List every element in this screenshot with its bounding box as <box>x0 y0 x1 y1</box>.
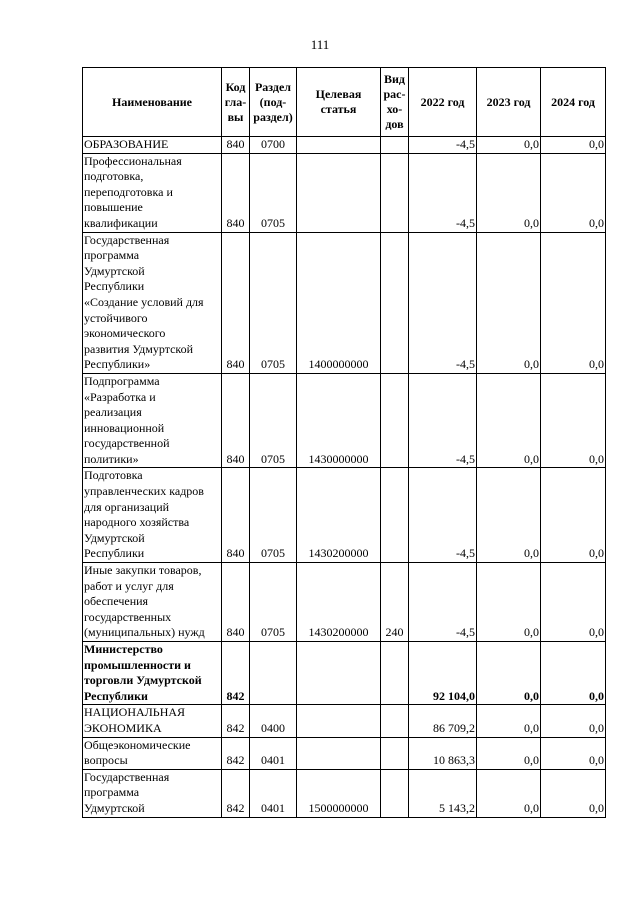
cell-type <box>381 642 409 705</box>
table-row <box>83 705 606 737</box>
cell-section: 0705 <box>250 153 297 232</box>
cell-code: 842 <box>222 705 250 737</box>
cell-type <box>381 232 409 373</box>
cell-name <box>83 769 222 817</box>
cell-name-line: подготовка, <box>84 169 144 184</box>
table-row <box>83 769 606 817</box>
cell-type <box>381 705 409 737</box>
col-header-code: Код гла- вы <box>222 68 250 137</box>
cell-name-line: экономического <box>84 326 166 341</box>
cell-code: 842 <box>222 737 250 769</box>
cell-2024: 0,0 <box>541 642 606 705</box>
cell-name-line: народного хозяйства <box>84 515 190 530</box>
cell-name-line: Республики <box>84 279 145 294</box>
col-header-2024: 2024 год <box>541 68 606 137</box>
cell-type <box>381 769 409 817</box>
cell-2024: 0,0 <box>541 137 606 154</box>
cell-type <box>381 137 409 154</box>
cell-code: 842 <box>222 769 250 817</box>
cell-name-line: Подготовка <box>84 468 143 483</box>
cell-name-line: Республики» <box>84 357 151 372</box>
cell-target <box>297 642 381 705</box>
cell-name-line: торговли Удмуртской <box>84 673 202 688</box>
cell-2022: 92 104,0 <box>409 642 477 705</box>
cell-name-line: повышение <box>84 200 143 215</box>
cell-name <box>83 642 222 705</box>
cell-name <box>83 232 222 373</box>
cell-section: 0700 <box>250 137 297 154</box>
cell-code: 842 <box>222 642 250 705</box>
cell-2024: 0,0 <box>541 769 606 817</box>
cell-type <box>381 153 409 232</box>
cell-target: 1400000000 <box>297 232 381 373</box>
cell-name-line: инновационной <box>84 420 165 435</box>
table-body <box>83 137 606 818</box>
table-row <box>83 468 606 563</box>
cell-2022: -4,5 <box>409 153 477 232</box>
cell-name-line: устойчивого <box>84 310 148 325</box>
col-header-2022: 2022 год <box>409 68 477 137</box>
table-row <box>83 373 606 468</box>
cell-2022: -4,5 <box>409 232 477 373</box>
cell-name-line: НАЦИОНАЛЬНАЯ <box>84 705 186 720</box>
cell-code: 840 <box>222 232 250 373</box>
cell-2024: 0,0 <box>541 705 606 737</box>
cell-2023: 0,0 <box>477 737 541 769</box>
cell-2024: 0,0 <box>541 563 606 642</box>
cell-2023: 0,0 <box>477 137 541 154</box>
cell-target <box>297 737 381 769</box>
cell-2024: 0,0 <box>541 737 606 769</box>
cell-target: 1430200000 <box>297 563 381 642</box>
cell-name <box>83 468 222 563</box>
cell-code: 840 <box>222 153 250 232</box>
cell-2023: 0,0 <box>477 468 541 563</box>
col-header-target: Целевая статья <box>297 68 381 137</box>
cell-name-line: Общеэкономические <box>84 737 191 752</box>
cell-target: 1430200000 <box>297 468 381 563</box>
cell-type <box>381 373 409 468</box>
cell-type <box>381 468 409 563</box>
table-row <box>83 153 606 232</box>
cell-name <box>83 737 222 769</box>
cell-2024: 0,0 <box>541 468 606 563</box>
table-row <box>83 737 606 769</box>
cell-name-line: программа <box>84 785 140 800</box>
cell-name <box>83 373 222 468</box>
cell-2024: 0,0 <box>541 153 606 232</box>
cell-2023: 0,0 <box>477 705 541 737</box>
cell-target: 1500000000 <box>297 769 381 817</box>
cell-name-line: Республики <box>84 688 148 703</box>
cell-target: 1430000000 <box>297 373 381 468</box>
cell-name-line: обеспечения <box>84 594 149 609</box>
col-header-name: Наименование <box>83 68 222 137</box>
cell-code: 840 <box>222 563 250 642</box>
cell-2022: 86 709,2 <box>409 705 477 737</box>
cell-name-line: квалификации <box>84 215 158 230</box>
cell-code: 840 <box>222 373 250 468</box>
cell-name-line: «Разработка и <box>84 389 156 404</box>
cell-section: 0400 <box>250 705 297 737</box>
cell-name-line: работ и услуг для <box>84 578 174 593</box>
cell-name-line: Удмуртской <box>84 263 145 278</box>
cell-name-line: управленческих кадров <box>84 484 204 499</box>
cell-2023: 0,0 <box>477 232 541 373</box>
cell-name-line: Государственная <box>84 232 170 247</box>
cell-2022: -4,5 <box>409 137 477 154</box>
cell-2023: 0,0 <box>477 563 541 642</box>
cell-2023: 0,0 <box>477 769 541 817</box>
cell-2022: -4,5 <box>409 563 477 642</box>
cell-2023: 0,0 <box>477 153 541 232</box>
header-row <box>83 68 606 137</box>
table-row <box>83 232 606 373</box>
cell-name-line: программа <box>84 248 140 263</box>
cell-2024: 0,0 <box>541 373 606 468</box>
cell-name <box>83 705 222 737</box>
cell-name-line: государственной <box>84 436 170 451</box>
cell-target <box>297 137 381 154</box>
cell-name-line: политики» <box>84 451 139 466</box>
cell-name-line: Министерство <box>84 642 163 656</box>
table-row <box>83 137 606 154</box>
cell-section: 0401 <box>250 769 297 817</box>
cell-target <box>297 705 381 737</box>
cell-type: 240 <box>381 563 409 642</box>
table-row <box>83 642 606 705</box>
cell-name-line: Удмуртской <box>84 530 145 545</box>
cell-name-line: ЭКОНОМИКА <box>84 720 162 735</box>
cell-name-line: Подпрограмма <box>84 373 160 388</box>
cell-name <box>83 153 222 232</box>
cell-name-line: развития Удмуртской <box>84 341 194 356</box>
cell-name <box>83 137 222 154</box>
cell-name-line: Государственная <box>84 769 170 784</box>
cell-section <box>250 642 297 705</box>
cell-name-line: Республики <box>84 546 145 561</box>
cell-section: 0705 <box>250 232 297 373</box>
cell-name-line: государственных <box>84 609 172 624</box>
cell-name-line: для организаций <box>84 499 170 514</box>
cell-name-line: (муниципальных) нужд <box>84 625 205 640</box>
cell-name-line: Иные закупки товаров, <box>84 563 202 578</box>
col-header-2023: 2023 год <box>477 68 541 137</box>
col-header-section: Раздел (под- раздел) <box>250 68 297 137</box>
cell-2022: 5 143,2 <box>409 769 477 817</box>
cell-name-line: Удмуртской <box>84 800 145 815</box>
col-header-type: Вид рас- хо- дов <box>381 68 409 137</box>
cell-section: 0401 <box>250 737 297 769</box>
cell-2023: 0,0 <box>477 642 541 705</box>
cell-code: 840 <box>222 137 250 154</box>
cell-2022: 10 863,3 <box>409 737 477 769</box>
cell-target <box>297 153 381 232</box>
cell-section: 0705 <box>250 468 297 563</box>
cell-section: 0705 <box>250 563 297 642</box>
page-number: 111 <box>310 37 330 52</box>
cell-name-line: реализация <box>84 405 142 420</box>
cell-name-line: «Создание условий для <box>84 294 204 309</box>
table-row <box>83 563 606 642</box>
cell-section: 0705 <box>250 373 297 468</box>
cell-name <box>83 563 222 642</box>
cell-name-line: вопросы <box>84 753 128 768</box>
cell-name-line: переподготовка и <box>84 184 173 199</box>
cell-2024: 0,0 <box>541 232 606 373</box>
cell-name-line: ОБРАЗОВАНИЕ <box>84 137 169 151</box>
cell-2023: 0,0 <box>477 373 541 468</box>
cell-2022: -4,5 <box>409 468 477 563</box>
budget-table <box>82 67 606 818</box>
cell-2022: -4,5 <box>409 373 477 468</box>
cell-type <box>381 737 409 769</box>
cell-name-line: Профессиональная <box>84 153 182 168</box>
cell-code: 840 <box>222 468 250 563</box>
cell-name-line: промышленности и <box>84 657 191 672</box>
